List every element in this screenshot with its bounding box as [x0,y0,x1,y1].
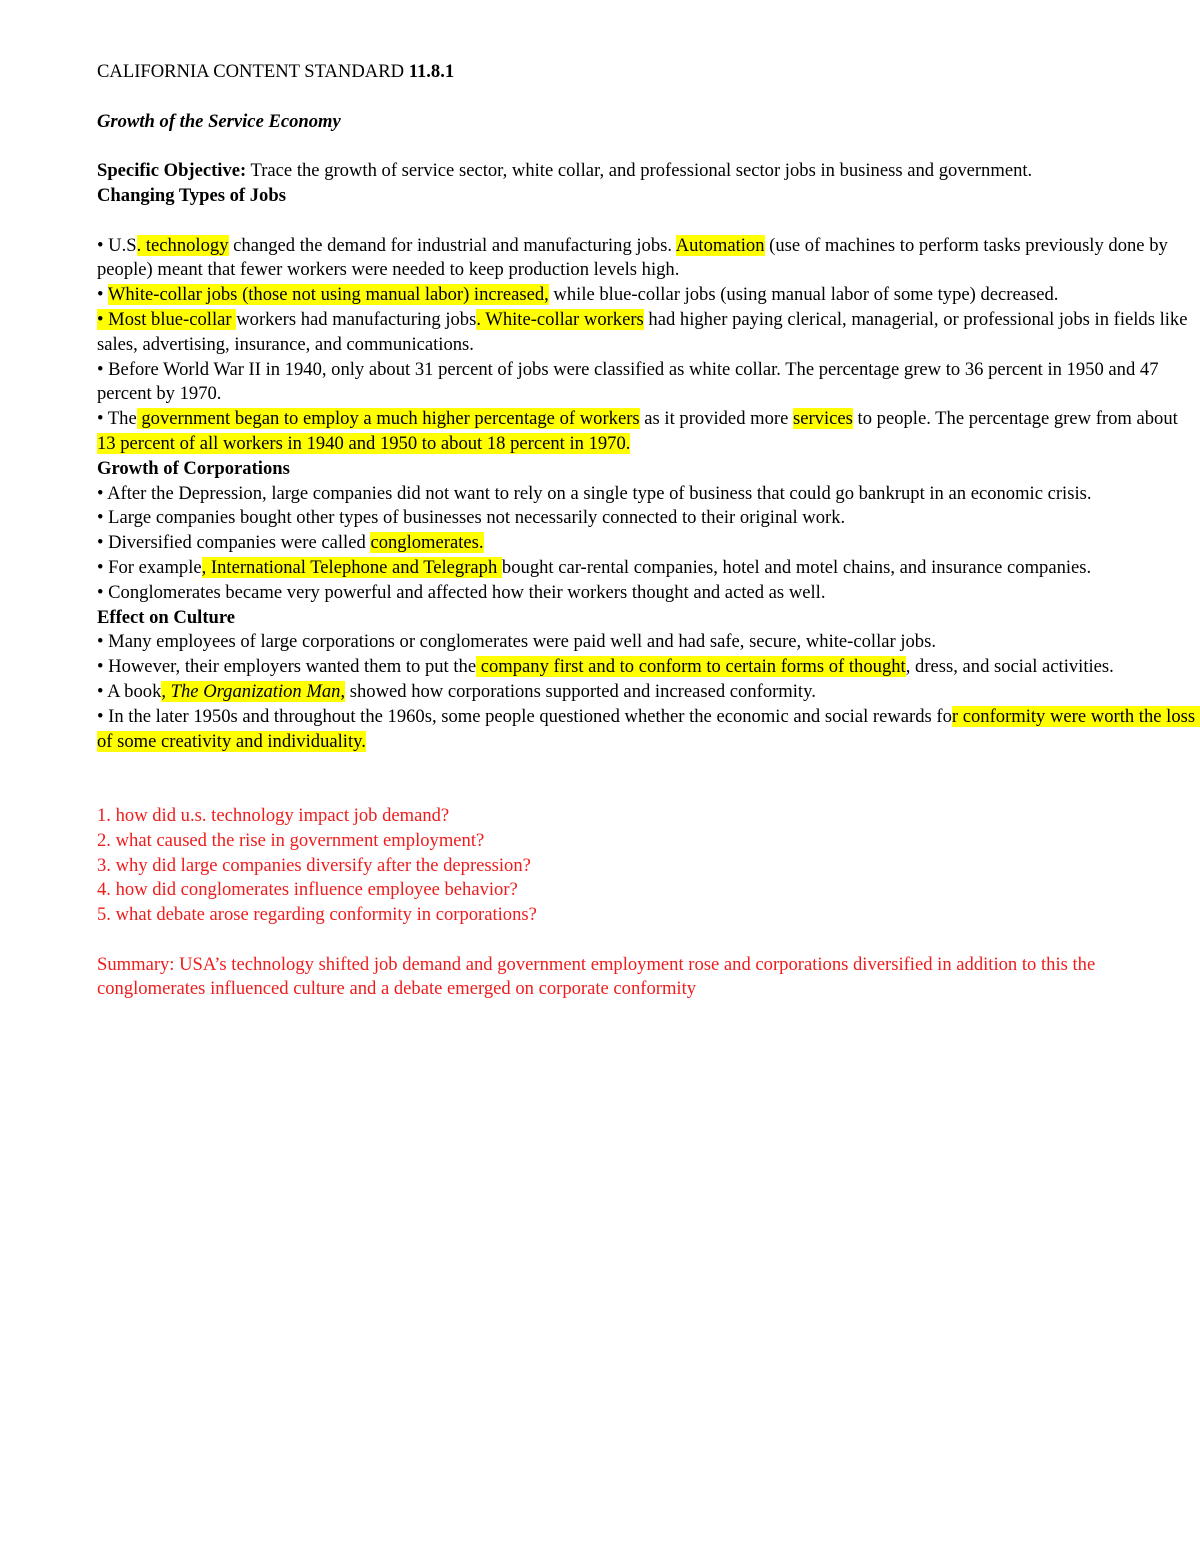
highlighted-text: White-collar jobs (those not using manual labor) increased, [107,284,549,306]
bullet-text: bought car-rental companies, hotel and motel chains, and insurance companies. [501,556,1092,578]
bullet-text: • After the Depression, large companies did not want to rely on a single type of business that could go bankrupt in an economic crisis. [97,482,1092,504]
highlighted-text: company first and to conform to certain forms of thought [476,656,906,678]
spacer [97,754,1200,779]
document-title: Growth of the Service Economy [97,110,341,132]
highlighted-text: conglomerates. [370,532,484,554]
highlighted-text: r conformity were worth the loss of some creativity and individuality. [97,705,1200,752]
bullet-item [97,506,1200,531]
bullet-text: • [97,284,108,306]
spacer [97,85,1200,110]
bullet-text: • For example [97,556,202,578]
bullet-text: • A book [97,680,162,702]
highlighted-text: Automation [675,234,765,256]
spacer [97,928,1200,953]
objective-text: Trace the growth of service sector, white collar, and professional sector jobs in business and government. [246,160,1033,182]
bullet-item [97,234,1200,284]
question-item: 2. what caused the rise in government employment? [97,829,485,851]
sections-container [97,184,1200,754]
bullet-item [97,358,1200,408]
spacer [97,209,1200,234]
question-item: 3. why did large companies diversify after the depression? [97,854,531,876]
section-heading: Changing Types of Jobs [97,184,286,206]
bullet-text: workers had manufacturing jobs [236,308,477,330]
bullet-text: (use of machines to perform tasks previously done by people) meant that fewer workers were needed to keep production levels high. [97,234,1173,281]
highlighted-text: . technology [136,234,229,256]
objective-label: Specific Objective: [97,160,247,182]
standard-number: 11.8.1 [408,61,455,82]
bullet-text: • Conglomerates became very powerful and affected how their workers thought and acted as well. [97,581,826,603]
bullet-item [97,556,1200,581]
highlighted-text: • Most blue-collar [97,308,237,330]
bullet-item [97,308,1200,358]
bullet-item [97,407,1200,457]
bullet-item [97,581,1200,606]
highlighted-text: services [793,408,853,430]
bullet-text: as it provided more [639,408,793,430]
standard-line [97,60,1200,85]
bullet-text: showed how corporations supported and increased conformity. [345,680,816,702]
bullet-text: • Diversified companies were called [97,532,371,554]
summary-text: Summary: USA’s technology shifted job demand and government employment rose and corporations diversified in addition to this the conglomerates influenced culture and a debate emerged on corporate conformity [97,953,1096,1000]
section-heading: Growth of Corporations [97,457,290,479]
spacer [97,134,1200,159]
question-item: 5. what debate arose regarding conformity in corporations? [97,904,537,926]
bullet-text: • Before World War II in 1940, only about 31 percent of jobs were classified as white collar. The percentage grew to 36 percent in 1950 and 47 percent by 1970. [97,358,1164,405]
bullet-text: changed the demand for industrial and manufacturing jobs. [228,234,676,256]
questions-list [97,804,1200,928]
bullet-text: • In the later 1950s and throughout the 1960s, some people questioned whether the economic and social rewards fo [97,705,952,727]
bullet-text: had higher paying clerical, managerial, or professional jobs in fields like sales, advertising, insurance, and communications. [97,308,1193,355]
bullet-text: • Many employees of large corporations or conglomerates were paid well and had safe, secure, white-collar jobs. [97,631,936,653]
bullet-text: , dress, and social activities. [905,656,1114,678]
bullet-item [97,531,1200,556]
bullet-item [97,482,1200,507]
highlighted-text: , International Telephone and Telegraph [201,556,502,578]
bullet-text: while blue-collar jobs (using manual labor of some type) decreased. [548,284,1059,306]
bullet-text: • U.S [97,234,137,256]
bullet-item [97,630,1200,655]
highlighted-text: The Organization Man, [170,680,346,702]
bullet-text: to people. The percentage grew from about [852,408,1183,430]
highlighted-text: 13 percent of all workers in 1940 and 1950 to about 18 percent in 1970. [97,432,631,454]
question-item: 4. how did conglomerates influence employee behavior? [97,879,518,901]
bullet-text: • However, their employers wanted them to put the [97,656,477,678]
bullet-text: • The [97,408,137,430]
bullet-item [97,655,1200,680]
highlighted-text: government began to employ a much higher percentage of workers [136,408,640,430]
bullet-text: • Large companies bought other types of businesses not necessarily connected to their original work. [97,507,846,529]
standard-prefix: CALIFORNIA CONTENT STANDARD [97,61,409,82]
bullet-item [97,680,1200,705]
bullet-item [97,705,1200,755]
objective-line [97,159,1200,184]
highlighted-text: . White-collar workers [476,308,644,330]
question-item: 1. how did u.s. technology impact job demand? [97,804,450,826]
highlighted-text: , [161,680,171,702]
bullet-item [97,283,1200,308]
section-heading: Effect on Culture [97,606,236,628]
spacer [97,779,1200,804]
